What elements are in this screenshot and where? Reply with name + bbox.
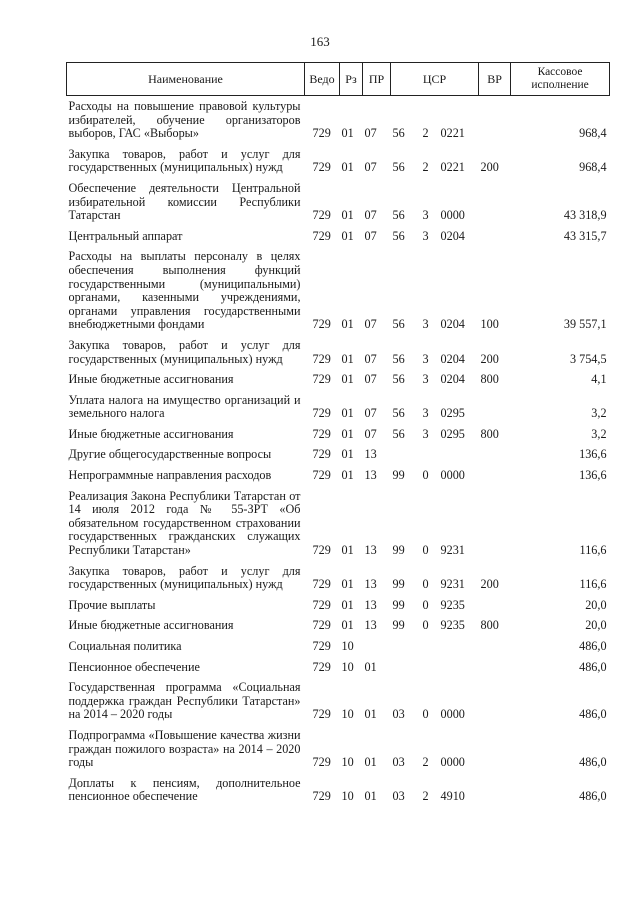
table-row: [67, 677, 610, 725]
row-pr: 07: [364, 317, 377, 332]
row-rz: 01: [341, 426, 354, 441]
row-csr-subprogram: 0: [422, 468, 429, 483]
row-csr-subprogram: [421, 444, 439, 465]
row-amount: 486,0: [579, 659, 607, 674]
page-number: 163: [310, 34, 330, 49]
row-csr-subprogram: 3: [422, 406, 429, 421]
row-vr: [479, 657, 511, 678]
row-rz: 01: [341, 372, 354, 387]
row-vr: 800: [480, 426, 499, 441]
row-vr: 800: [480, 372, 499, 387]
header-pr: ПР: [363, 63, 391, 96]
row-vr: [479, 636, 511, 657]
row-csr-program: 99: [392, 543, 405, 558]
row-ved: 729: [312, 639, 331, 653]
row-csr-code: [439, 657, 479, 678]
row-csr-subprogram: 0: [422, 577, 429, 592]
row-vr: 100: [480, 317, 499, 332]
row-vr: 800: [480, 618, 499, 633]
row-vr: [479, 178, 511, 226]
row-ved: 729: [312, 618, 331, 633]
row-ved: 729: [312, 577, 331, 592]
row-rz: 01: [341, 577, 354, 592]
row-pr: 07: [364, 126, 377, 141]
header-rz: Рз: [340, 63, 363, 96]
row-vr: [479, 465, 511, 486]
row-ved: 729: [312, 543, 331, 558]
row-amount: 3,2: [591, 406, 607, 421]
row-csr-program: 56: [392, 426, 405, 441]
row-pr: 07: [364, 351, 377, 366]
row-ved: 729: [312, 126, 331, 141]
row-vr: [479, 226, 511, 247]
row-rz: 01: [341, 351, 354, 366]
row-csr-code: 0000: [440, 707, 465, 722]
row-vr: 200: [480, 577, 499, 592]
table-row: [67, 369, 610, 390]
row-name: Реализация Закона Республики Татарстан от 14 июля 2012 года № 55-ЗРТ «Об обязательном государственном страховании государственных гражданских служащих Республики Татарстан»: [68, 488, 301, 558]
row-pr: 13: [364, 543, 377, 558]
row-csr-program: 03: [392, 755, 405, 770]
row-csr-code: 4910: [440, 789, 465, 804]
row-csr-subprogram: 0: [422, 707, 429, 722]
row-name: Подпрограмма «Повышение качества жизни граждан пожилого возраста» на 2014 – 2020 годы: [68, 727, 301, 770]
row-csr-code: 0204: [440, 228, 465, 243]
row-vr: [479, 773, 511, 807]
header-csr: ЦСР: [391, 63, 479, 96]
row-vr: 200: [480, 351, 499, 366]
row-amount: 116,6: [579, 543, 607, 558]
table-row: [67, 96, 610, 144]
row-name: Уплата налога на имущество организаций и земельного налога: [68, 392, 301, 421]
table-row: [67, 424, 610, 445]
row-csr-code: 0000: [440, 468, 465, 483]
row-name: Обеспечение деятельности Центральной избирательной комиссии Республики Татарстан: [68, 180, 301, 223]
row-ved: 729: [312, 406, 331, 421]
row-csr-subprogram: [421, 657, 439, 678]
row-name: Закупка товаров, работ и услуг для государственных (муниципальных) нужд: [68, 337, 301, 366]
row-pr: 07: [364, 208, 377, 223]
row-pr: 07: [364, 406, 377, 421]
row-csr-subprogram: 2: [422, 789, 429, 804]
row-csr-subprogram: 2: [422, 126, 429, 141]
row-rz: 01: [341, 447, 354, 462]
row-csr-program: 56: [392, 372, 405, 387]
row-name: Иные бюджетные ассигнования: [68, 372, 234, 387]
row-csr-subprogram: 2: [422, 755, 429, 770]
row-ved: 729: [312, 317, 331, 332]
row-amount: 486,0: [579, 639, 607, 653]
row-vr: [479, 486, 511, 561]
row-rz: 10: [341, 755, 354, 770]
row-amount: 486,0: [579, 755, 607, 770]
row-csr-subprogram: 3: [422, 372, 429, 387]
row-csr-code: 0221: [440, 126, 465, 141]
row-name: Доплаты к пенсиям, дополнительное пенсионное обеспечение: [68, 775, 301, 804]
row-csr-subprogram: 2: [422, 160, 429, 175]
row-pr: [363, 636, 391, 657]
table-row: [67, 773, 610, 807]
row-ved: 729: [312, 755, 331, 770]
row-rz: 01: [341, 126, 354, 141]
row-csr-code: 0295: [440, 406, 465, 421]
table-row: [67, 444, 610, 465]
row-amount: 968,4: [579, 126, 607, 141]
table-row: [67, 335, 610, 369]
row-vr: [479, 725, 511, 773]
row-name: Закупка товаров, работ и услуг для государственных (муниципальных) нужд: [68, 146, 301, 175]
row-name: Иные бюджетные ассигнования: [68, 618, 234, 633]
table-body: [67, 96, 610, 807]
row-csr-program: 56: [392, 317, 405, 332]
table-row: [67, 561, 610, 595]
row-rz: 10: [341, 639, 354, 653]
row-amount: 43 318,9: [563, 208, 607, 223]
row-name: Расходы на повышение правовой культуры избирателей, обучение организаторов выборов, ГАС «Выборы»: [68, 99, 301, 141]
table-row: [67, 657, 610, 678]
row-pr: 13: [364, 447, 377, 462]
table-row: [67, 465, 610, 486]
budget-table: [66, 62, 610, 807]
row-csr-code: 9231: [440, 577, 465, 592]
row-pr: 01: [364, 707, 377, 722]
row-amount: 136,6: [579, 447, 607, 462]
row-ved: 729: [312, 468, 331, 483]
row-csr-subprogram: 3: [422, 351, 429, 366]
row-pr: 01: [364, 755, 377, 770]
row-csr-subprogram: 0: [422, 543, 429, 558]
row-csr-subprogram: 3: [422, 426, 429, 441]
row-csr-program: 03: [392, 789, 405, 804]
table-row: [67, 595, 610, 616]
row-csr-subprogram: 3: [422, 208, 429, 223]
row-csr-subprogram: 0: [422, 597, 429, 612]
row-csr-code: 0204: [440, 317, 465, 332]
table-row: [67, 725, 610, 773]
row-csr-code: 9235: [440, 618, 465, 633]
row-csr-subprogram: 3: [422, 228, 429, 243]
table-row: [67, 486, 610, 561]
row-vr: [479, 595, 511, 616]
row-pr: 13: [364, 597, 377, 612]
row-csr-subprogram: [421, 636, 439, 657]
row-vr: 200: [480, 160, 499, 175]
row-rz: 10: [341, 659, 354, 674]
row-ved: 729: [312, 707, 331, 722]
row-ved: 729: [312, 447, 331, 462]
row-csr-program: 56: [392, 228, 405, 243]
row-name: Расходы на выплаты персоналу в целях обеспечения выполнения функций государственными (муниципальными) органами, казенными учреждениями, органами управления государственными внебюджетными фондами: [68, 249, 301, 332]
row-ved: 729: [312, 208, 331, 223]
row-csr-code: 9231: [440, 543, 465, 558]
row-rz: 01: [341, 317, 354, 332]
row-vr: [479, 96, 511, 144]
table-row: [67, 615, 610, 636]
row-csr-code: 0204: [440, 351, 465, 366]
row-csr-code: 0295: [440, 426, 465, 441]
row-csr-program: 56: [392, 351, 405, 366]
row-name: Пенсионное обеспечение: [68, 659, 200, 674]
row-rz: 01: [341, 208, 354, 223]
table-header: [67, 63, 610, 96]
row-amount: 4,1: [591, 372, 607, 387]
row-ved: 729: [312, 597, 331, 612]
row-rz: 01: [341, 160, 354, 175]
row-rz: 01: [341, 468, 354, 483]
row-vr: [479, 677, 511, 725]
row-rz: 01: [341, 543, 354, 558]
row-pr: 07: [364, 228, 377, 243]
table-row: [67, 390, 610, 424]
row-csr-code: 0000: [440, 208, 465, 223]
row-csr-code: [439, 444, 479, 465]
row-name: Другие общегосударственные вопросы: [68, 447, 272, 462]
row-pr: 01: [364, 789, 377, 804]
row-csr-program: [391, 657, 421, 678]
row-amount: 3 754,5: [569, 351, 607, 366]
row-csr-program: 99: [392, 597, 405, 612]
row-amount: 20,0: [585, 618, 607, 633]
row-csr-program: 56: [392, 208, 405, 223]
row-csr-code: [439, 636, 479, 657]
row-amount: 968,4: [579, 160, 607, 175]
row-name: Закупка товаров, работ и услуг для государственных (муниципальных) нужд: [68, 563, 301, 592]
row-csr-program: 56: [392, 160, 405, 175]
row-name: Социальная политика: [68, 639, 182, 653]
row-rz: 01: [341, 228, 354, 243]
row-ved: 729: [312, 372, 331, 387]
row-ved: 729: [312, 426, 331, 441]
row-ved: 729: [312, 659, 331, 674]
row-name: Центральный аппарат: [68, 228, 183, 243]
row-csr-code: 0000: [440, 755, 465, 770]
row-pr: 13: [364, 618, 377, 633]
row-ved: 729: [312, 351, 331, 366]
row-pr: 07: [364, 160, 377, 175]
row-pr: 13: [364, 468, 377, 483]
row-csr-program: 99: [392, 618, 405, 633]
row-csr-program: [391, 636, 421, 657]
row-csr-code: 9235: [440, 597, 465, 612]
row-ved: 729: [312, 228, 331, 243]
row-pr: 07: [364, 372, 377, 387]
row-csr-program: 56: [392, 126, 405, 141]
row-amount: 43 315,7: [563, 228, 607, 243]
row-amount: 3,2: [591, 426, 607, 441]
row-csr-program: 99: [392, 468, 405, 483]
header-cash: Кассовое исполнение: [511, 63, 610, 96]
row-csr-subprogram: 3: [422, 317, 429, 332]
row-csr-code: 0221: [440, 160, 465, 175]
row-csr-program: 99: [392, 577, 405, 592]
header-vr: ВР: [479, 63, 511, 96]
header-ved: Ведо: [305, 63, 340, 96]
row-amount: 136,6: [579, 468, 607, 483]
row-rz: 01: [341, 597, 354, 612]
row-rz: 01: [341, 618, 354, 633]
row-ved: 729: [312, 160, 331, 175]
row-csr-program: [391, 444, 421, 465]
table-row: [67, 246, 610, 335]
row-pr: 07: [364, 426, 377, 441]
table-row: [67, 144, 610, 178]
table-row: [67, 636, 610, 657]
row-pr: 13: [364, 577, 377, 592]
row-rz: 01: [341, 406, 354, 421]
row-amount: 116,6: [579, 577, 607, 592]
row-name: Прочие выплаты: [68, 597, 156, 612]
row-vr: [479, 390, 511, 424]
row-name: Государственная программа «Социальная поддержка граждан Республики Татарстан» на 2014 – 2020 годы: [68, 680, 301, 722]
row-csr-program: 03: [392, 707, 405, 722]
row-amount: 486,0: [579, 707, 607, 722]
row-amount: 486,0: [579, 789, 607, 804]
row-rz: 10: [341, 707, 354, 722]
row-name: Непрограммные направления расходов: [68, 468, 272, 483]
row-vr: [479, 444, 511, 465]
row-csr-program: 56: [392, 406, 405, 421]
row-csr-code: 0204: [440, 372, 465, 387]
row-name: Иные бюджетные ассигнования: [68, 426, 234, 441]
row-pr: 01: [364, 659, 377, 674]
row-ved: 729: [312, 789, 331, 804]
table-row: [67, 226, 610, 247]
row-amount: 20,0: [585, 597, 607, 612]
table-row: [67, 178, 610, 226]
row-amount: 39 557,1: [563, 317, 607, 332]
row-csr-subprogram: 0: [422, 618, 429, 633]
header-name: Наименование: [67, 63, 305, 96]
row-rz: 10: [341, 789, 354, 804]
